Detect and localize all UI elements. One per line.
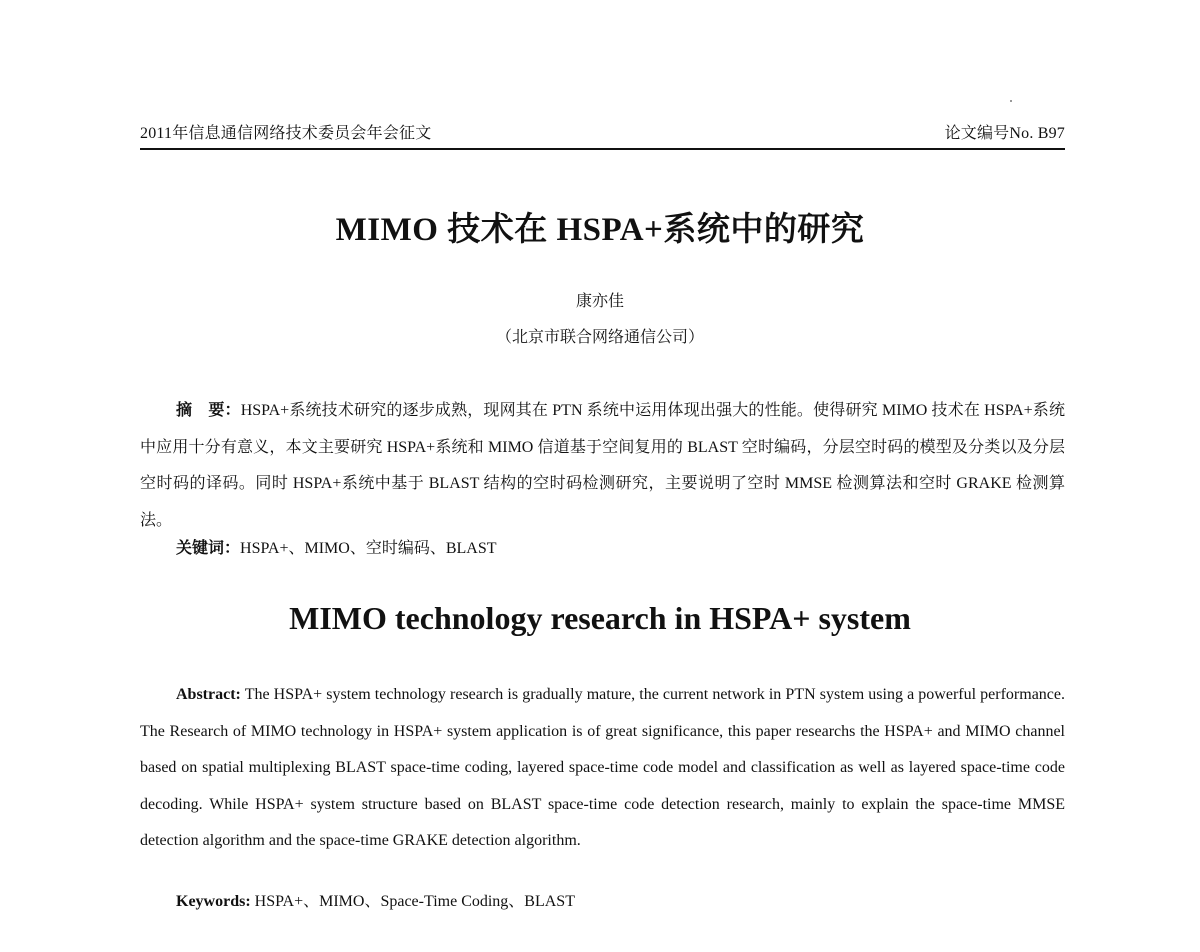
- keywords-chinese: [176, 536, 1066, 562]
- header-paper-number: 论文编号No. B97: [944, 125, 1065, 142]
- abstract-chinese-label: 摘 要：: [176, 402, 241, 419]
- title-chinese: MIMO 技术在 HSPA+系统中的研究: [335, 212, 865, 248]
- title-english: MIMO technology research in HSPA+ system: [289, 600, 911, 636]
- author-name: 康亦佳: [575, 293, 624, 310]
- keywords-english-text: HSPA+、MIMO、Space-Time Coding、BLAST: [250, 893, 575, 910]
- abstract-chinese: [140, 393, 1065, 539]
- scan-artifact: [1010, 100, 1012, 102]
- keywords-chinese-label: 关键词：: [176, 540, 241, 557]
- keywords-chinese-text: HSPA+、MIMO、空时编码、BLAST: [240, 540, 497, 557]
- abstract-english-label: Abstract:: [176, 686, 241, 703]
- keywords-english-label: Keywords:: [176, 893, 251, 910]
- keywords-english: [176, 889, 1066, 915]
- running-header: [140, 118, 1065, 150]
- abstract-chinese-text: HSPA+系统技术研究的逐步成熟，现网其在 PTN 系统中运用体现出强大的性能。使得研究 MIMO 技术在 HSPA+系统中应用十分有意义，本文主要研究 HSPA+系统和 MIMO 信道基于空间复用的 BLAST 空时编码，分层空时码的模型及分类以及分层空时码的译码。同时 HSPA+系统中基于 BLAST 结构的空时码检测研究，主要说明了空时 MMSE 检测算法和空时 GRAKE 检测算法。: [140, 402, 1065, 529]
- abstract-english-text: The HSPA+ system technology research is gradually mature, the current network in PTN system using a powerful performance. The Research of MIMO technology in HSPA+ system application is of great significance, this paper researchs the HSPA+ and MIMO channel based on spatial multiplexing BLAST space-time coding, layered space-time code model and classification as well as layered space-time code decoding. While HSPA+ system structure based on BLAST space-time code detection research, mainly to explain the space-time MMSE detection algorithm and the space-time GRAKE detection algorithm.: [140, 686, 1065, 849]
- abstract-english: [140, 677, 1065, 860]
- author-affiliation: （北京市联合网络通信公司）: [495, 329, 704, 346]
- header-conference: 2011年信息通信网络技术委员会年会征文: [140, 125, 432, 142]
